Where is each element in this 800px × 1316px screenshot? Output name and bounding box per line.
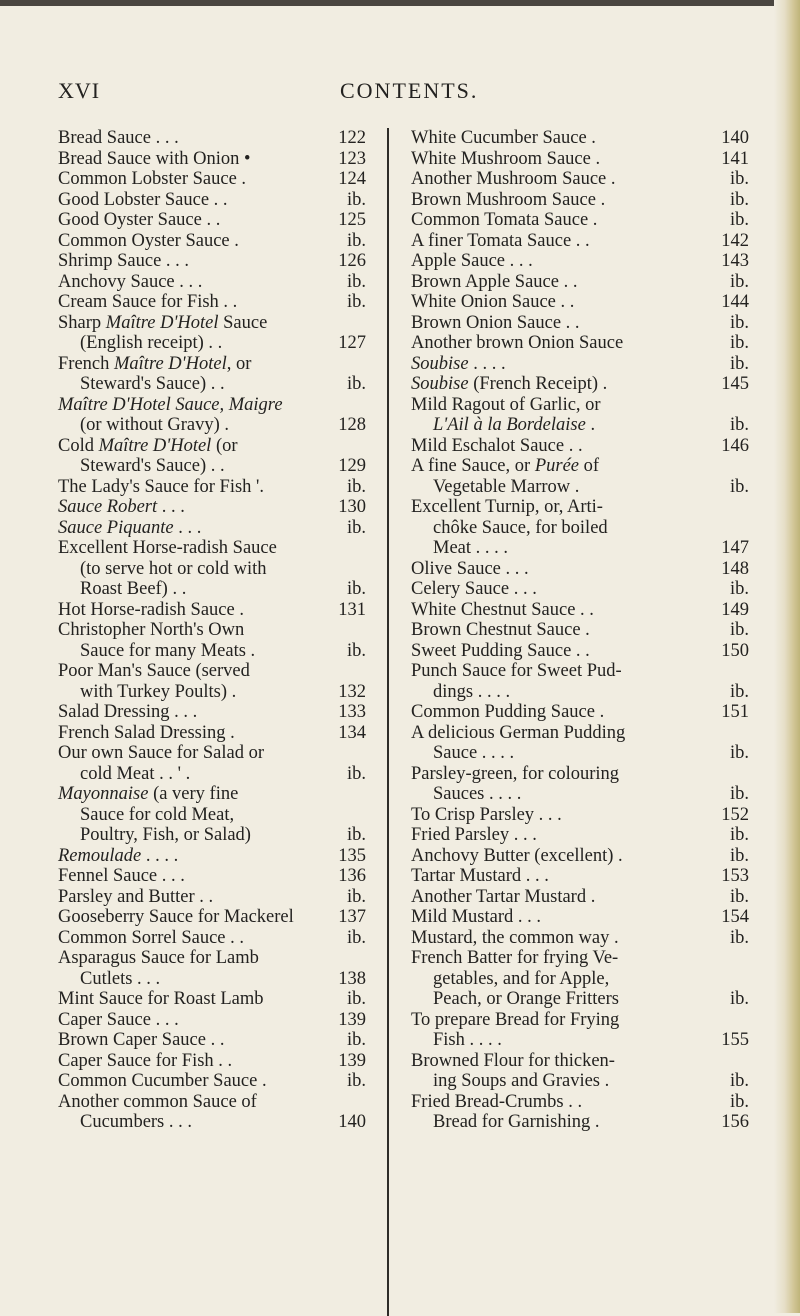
contents-entry: [58, 825, 366, 846]
contents-entry: [58, 969, 366, 990]
entry-title: (English receipt) . .: [80, 333, 223, 353]
entry-page: ib.: [346, 292, 366, 312]
entry-page: ib.: [346, 1030, 366, 1050]
contents-entry: [411, 251, 749, 272]
contents-entry: [411, 846, 749, 867]
contents-entry: [411, 682, 749, 703]
entry-title: Another Tartar Mustard .: [411, 886, 596, 907]
contents-entry: [411, 907, 749, 928]
entry-page: 130: [338, 497, 366, 517]
entry-page: 124: [338, 169, 366, 189]
entry-page: 147: [721, 538, 749, 558]
entry-page: ib.: [729, 189, 749, 210]
contents-entry: [411, 210, 749, 231]
entry-page: ib.: [729, 210, 749, 230]
entry-page: ib.: [346, 927, 366, 948]
entry-title: Mild Mustard . . .: [411, 907, 542, 927]
entry-page: 144: [721, 292, 749, 312]
contents-entry: [411, 661, 749, 682]
page-number: XVI: [58, 78, 101, 103]
entry-title: Anchovy Sauce . . .: [58, 271, 203, 292]
contents-entry: [58, 1010, 366, 1031]
entry-page: 150: [721, 640, 749, 661]
entry-title: White Mushroom Sauce .: [411, 148, 601, 169]
entry-title: Brown Apple Sauce . .: [411, 271, 578, 292]
contents-entry: [411, 989, 749, 1010]
page-header: [0, 78, 800, 108]
entry-title: Hot Horse-radish Sauce .: [58, 599, 244, 620]
entry-title: chôke Sauce, for boiled: [433, 517, 608, 538]
entry-title: Brown Mushroom Sauce .: [411, 189, 606, 210]
contents-entry: [411, 559, 749, 580]
contents-entry: [411, 1030, 749, 1051]
contents-entry: [58, 579, 366, 600]
entry-page: ib.: [729, 333, 749, 353]
entry-page: ib.: [729, 312, 749, 333]
contents-entry: [58, 743, 366, 764]
contents-entry: [58, 436, 366, 457]
contents-entry: [58, 1051, 366, 1072]
entry-page: 156: [721, 1112, 749, 1132]
page-top-rule: [0, 0, 800, 6]
entry-title: Mild Ragout of Garlic, or: [411, 394, 601, 415]
entry-title: Cutlets . . .: [80, 968, 161, 989]
entry-title: Sauce . . . .: [433, 743, 515, 763]
contents-entry: [411, 169, 749, 190]
entry-page: ib.: [729, 1091, 749, 1112]
entry-title: getables, and for Apple,: [433, 968, 610, 989]
entry-title: Common Cucumber Sauce .: [58, 1071, 267, 1091]
contents-entry: [58, 866, 366, 887]
entry-title: Soubise . . . .: [411, 353, 506, 374]
entry-title: Meat . . . .: [433, 538, 509, 558]
entry-page: ib.: [346, 476, 366, 497]
entry-title: Cream Sauce for Fish . .: [58, 292, 238, 312]
entry-page: ib.: [729, 886, 749, 907]
entry-title: Mild Eschalot Sauce . .: [411, 435, 583, 456]
contents-entry: [58, 948, 366, 969]
entry-title: Sauces . . . .: [433, 784, 522, 804]
contents-entry: [411, 1112, 749, 1133]
entry-title: Remoulade . . . .: [58, 845, 179, 866]
entry-title: Excellent Turnip, or, Arti-: [411, 497, 603, 517]
contents-entry: [58, 538, 366, 559]
contents-entry: [58, 169, 366, 190]
entry-page: 142: [721, 230, 749, 251]
entry-page: 139: [338, 1009, 366, 1030]
entry-title: Steward's Sauce) . .: [80, 374, 225, 394]
contents-entry: [58, 395, 366, 416]
contents-entry: [411, 272, 749, 293]
contents-entry: [411, 333, 749, 354]
entry-page: 151: [721, 702, 749, 722]
entry-title: Common Lobster Sauce .: [58, 169, 247, 189]
entry-page: ib.: [346, 271, 366, 292]
entry-title: Soubise (French Receipt) .: [411, 374, 608, 394]
contents-entry: [411, 600, 749, 621]
entry-title: French Batter for frying Ve-: [411, 948, 619, 968]
contents-entry: [58, 764, 366, 785]
contents-entry: [411, 825, 749, 846]
entry-title: Sauce Piquante . . .: [58, 517, 202, 538]
entry-page: ib.: [729, 845, 749, 866]
entry-title: White Cucumber Sauce .: [411, 128, 596, 148]
entry-page: ib.: [346, 640, 366, 661]
contents-entry: [58, 149, 366, 170]
contents-entry: [411, 1071, 749, 1092]
entry-title: To prepare Bread for Frying: [411, 1009, 620, 1030]
entry-title: Caper Sauce for Fish . .: [58, 1050, 233, 1071]
contents-entry: [58, 128, 366, 149]
contents-entry: [58, 928, 366, 949]
entry-page: ib.: [729, 476, 749, 497]
entry-page: 131: [338, 599, 366, 620]
contents-entry: [58, 518, 366, 539]
contents-entry: [58, 251, 366, 272]
contents-entry: [411, 723, 749, 744]
entry-title: Christopher North's Own: [58, 620, 245, 640]
entry-title: Sauce for many Meats .: [80, 640, 256, 661]
contents-entry: [411, 1051, 749, 1072]
entry-page: ib.: [729, 620, 749, 640]
entry-title: cold Meat . . ' .: [80, 763, 191, 784]
entry-page: ib.: [729, 169, 749, 189]
entry-title: Sharp Maître D'Hotel Sauce: [58, 312, 268, 333]
entry-title: Another Mushroom Sauce .: [411, 169, 616, 189]
contents-entry: [58, 456, 366, 477]
page-title: CONTENTS.: [340, 78, 479, 103]
entry-page: 155: [721, 1030, 749, 1050]
entry-page: 154: [721, 907, 749, 927]
entry-title: Sweet Pudding Sauce . .: [411, 640, 590, 661]
entry-title: Bread for Garnishing .: [433, 1112, 600, 1132]
entry-title: Steward's Sauce) . .: [80, 456, 225, 476]
entry-title: Another brown Onion Sauce: [411, 333, 624, 353]
contents-entry: [411, 866, 749, 887]
entry-title: Gooseberry Sauce for Mackerel: [58, 907, 294, 927]
entry-title: Sauce for cold Meat,: [80, 804, 235, 825]
entry-page: ib.: [346, 763, 366, 784]
entry-title: Mustard, the common way .: [411, 927, 619, 948]
contents-entry: [58, 272, 366, 293]
contents-entry: [58, 477, 366, 498]
entry-page: 137: [338, 907, 366, 927]
entry-page: 145: [721, 374, 749, 394]
entry-title: A finer Tomata Sauce . .: [411, 230, 590, 251]
entry-title: L'Ail à la Bordelaise .: [433, 415, 596, 435]
column-divider: [387, 128, 389, 1316]
entry-page: 140: [338, 1112, 366, 1132]
contents-entry: [411, 948, 749, 969]
entry-title: (to serve hot or cold with: [80, 558, 267, 579]
entry-title: Browned Flour for thicken-: [411, 1050, 615, 1071]
entry-page: 141: [721, 148, 749, 169]
contents-entry: [411, 313, 749, 334]
entry-page: 134: [338, 722, 366, 743]
contents-entry: [58, 907, 366, 928]
contents-entry: [411, 620, 749, 641]
entry-page: 152: [721, 804, 749, 825]
entry-page: 135: [338, 845, 366, 866]
entry-title: Salad Dressing . . .: [58, 702, 198, 722]
entry-page: ib.: [346, 230, 366, 251]
contents-entry: [58, 641, 366, 662]
entry-page: 143: [721, 251, 749, 271]
entry-page: 139: [338, 1050, 366, 1071]
entry-title: Apple Sauce . . .: [411, 251, 533, 271]
entry-page: ib.: [346, 825, 366, 845]
contents-entry: [58, 190, 366, 211]
entry-page: 149: [721, 599, 749, 620]
contents-entry: [58, 292, 366, 313]
entry-title: Tartar Mustard . . .: [411, 866, 549, 886]
entry-title: Roast Beef) . .: [80, 579, 187, 599]
contents-left-column: [58, 128, 366, 1133]
entry-page: 126: [338, 251, 366, 271]
contents-entry: [58, 702, 366, 723]
contents-entry: [411, 518, 749, 539]
contents-entry: [58, 887, 366, 908]
contents-entry: [411, 1092, 749, 1113]
entry-title: Sauce Robert . . .: [58, 497, 185, 517]
entry-title: Poor Man's Sauce (served: [58, 661, 250, 681]
entry-page: 153: [721, 866, 749, 886]
entry-page: ib.: [729, 989, 749, 1009]
entry-page: ib.: [346, 1071, 366, 1091]
entry-title: Caper Sauce . . .: [58, 1009, 179, 1030]
contents-entry: [58, 313, 366, 334]
entry-title: White Onion Sauce . .: [411, 292, 575, 312]
entry-title: White Chestnut Sauce . .: [411, 599, 594, 620]
entry-title: Fried Bread-Crumbs . .: [411, 1091, 583, 1112]
page-right-edge: [774, 0, 800, 1313]
entry-page: 133: [338, 702, 366, 722]
contents-entry: [411, 436, 749, 457]
contents-entry: [58, 805, 366, 826]
entry-page: ib.: [729, 353, 749, 374]
contents-entry: [58, 784, 366, 805]
entry-title: Punch Sauce for Sweet Pud-: [411, 661, 622, 681]
entry-title: Brown Onion Sauce . .: [411, 312, 580, 333]
contents-entry: [411, 190, 749, 211]
contents-entry: [58, 661, 366, 682]
entry-title: French Maître D'Hotel, or: [58, 353, 252, 374]
contents-entry: [411, 497, 749, 518]
entry-title: Bread Sauce . . .: [58, 128, 179, 148]
entry-page: ib.: [346, 886, 366, 907]
contents-entry: [58, 497, 366, 518]
entry-title: Olive Sauce . . .: [411, 558, 529, 579]
contents-entry: [411, 579, 749, 600]
entry-title: Another common Sauce of: [58, 1091, 257, 1112]
entry-page: ib.: [346, 579, 366, 599]
entry-page: ib.: [729, 579, 749, 599]
contents-entry: [411, 764, 749, 785]
contents-entry: [58, 333, 366, 354]
entry-title: Maître D'Hotel Sauce, Maigre: [58, 394, 283, 415]
entry-page: 122: [338, 128, 366, 148]
entry-title: Parsley-green, for colouring: [411, 763, 620, 784]
entry-page: ib.: [346, 517, 366, 538]
entry-title: Common Sorrel Sauce . .: [58, 927, 245, 948]
contents-entry: [411, 415, 749, 436]
contents-entry: [58, 1030, 366, 1051]
contents-entry: [58, 231, 366, 252]
entry-page: ib.: [729, 825, 749, 845]
entry-page: 127: [338, 333, 366, 353]
entry-page: 138: [338, 968, 366, 989]
entry-page: ib.: [729, 784, 749, 804]
contents-entry: [58, 1092, 366, 1113]
contents-entry: [411, 477, 749, 498]
entry-title: Brown Caper Sauce . .: [58, 1030, 225, 1050]
entry-title: Celery Sauce . . .: [411, 579, 537, 599]
contents-entry: [58, 620, 366, 641]
entry-title: Excellent Horse-radish Sauce: [58, 538, 277, 558]
contents-entry: [58, 559, 366, 580]
entry-page: ib.: [729, 743, 749, 763]
contents-entry: [58, 846, 366, 867]
entry-page: ib.: [729, 927, 749, 948]
entry-page: 136: [338, 866, 366, 886]
entry-title: Fennel Sauce . . .: [58, 866, 185, 886]
contents-entry: [58, 989, 366, 1010]
entry-title: Good Lobster Sauce . .: [58, 189, 228, 210]
contents-entry: [411, 641, 749, 662]
entry-title: The Lady's Sauce for Fish '.: [58, 476, 265, 497]
contents-entry: [58, 210, 366, 231]
entry-title: Common Tomata Sauce .: [411, 210, 598, 230]
contents-entry: [58, 1071, 366, 1092]
entry-page: 128: [338, 415, 366, 435]
entry-title: ing Soups and Gravies .: [433, 1071, 610, 1091]
entry-title: (or without Gravy) .: [80, 415, 229, 435]
contents-entry: [58, 600, 366, 621]
entry-page: 125: [338, 210, 366, 230]
entry-page: 132: [338, 681, 366, 702]
contents-entry: [411, 743, 749, 764]
entry-title: Good Oyster Sauce . .: [58, 210, 221, 230]
entry-page: 146: [721, 435, 749, 456]
contents-entry: [58, 1112, 366, 1133]
contents-entry: [411, 887, 749, 908]
entry-page: 129: [338, 456, 366, 476]
entry-title: To Crisp Parsley . . .: [411, 804, 562, 825]
entry-title: Bread Sauce with Onion •: [58, 148, 251, 169]
entry-title: Cold Maître D'Hotel (or: [58, 435, 238, 456]
contents-entry: [58, 682, 366, 703]
contents-entry: [58, 415, 366, 436]
contents-entry: [411, 538, 749, 559]
entry-page: ib.: [729, 1071, 749, 1091]
entry-title: Common Oyster Sauce .: [58, 230, 239, 251]
entry-page: ib.: [346, 989, 366, 1009]
entry-title: dings . . . .: [433, 681, 511, 702]
contents-entry: [411, 784, 749, 805]
contents-entry: [411, 354, 749, 375]
entry-title: Poultry, Fish, or Salad): [80, 825, 251, 845]
entry-title: Mayonnaise (a very fine: [58, 784, 239, 804]
entry-page: ib.: [346, 189, 366, 210]
entry-title: with Turkey Poults) .: [80, 681, 237, 702]
contents-entry: [411, 128, 749, 149]
contents-entry: [411, 149, 749, 170]
contents-entry: [411, 702, 749, 723]
entry-title: Mint Sauce for Roast Lamb: [58, 989, 264, 1009]
contents-entry: [58, 374, 366, 395]
contents-entry: [411, 231, 749, 252]
entry-title: Shrimp Sauce . . .: [58, 251, 190, 271]
entry-title: Our own Sauce for Salad or: [58, 743, 265, 763]
entry-title: Fish . . . .: [433, 1030, 502, 1050]
entry-title: French Salad Dressing .: [58, 722, 235, 743]
entry-page: ib.: [729, 415, 749, 435]
entry-page: 123: [338, 148, 366, 169]
contents-entry: [411, 969, 749, 990]
entry-title: Cucumbers . . .: [80, 1112, 193, 1132]
contents-entry: [411, 805, 749, 826]
contents-entry: [58, 354, 366, 375]
contents-entry: [411, 928, 749, 949]
contents-entry: [411, 395, 749, 416]
entry-title: Asparagus Sauce for Lamb: [58, 948, 259, 968]
contents-entry: [411, 456, 749, 477]
contents-entry: [58, 723, 366, 744]
contents-right-column: [411, 128, 749, 1133]
entry-page: 148: [721, 558, 749, 579]
contents-entry: [411, 374, 749, 395]
entry-title: Peach, or Orange Fritters: [433, 989, 619, 1009]
entry-page: 140: [721, 128, 749, 148]
entry-title: Common Pudding Sauce .: [411, 702, 605, 722]
entry-page: ib.: [346, 374, 366, 394]
contents-entry: [411, 292, 749, 313]
entry-title: A delicious German Pudding: [411, 722, 626, 743]
entry-title: Parsley and Butter . .: [58, 886, 214, 907]
entry-title: Anchovy Butter (excellent) .: [411, 845, 623, 866]
entry-page: ib.: [729, 271, 749, 292]
entry-title: Fried Parsley . . .: [411, 825, 537, 845]
contents-entry: [411, 1010, 749, 1031]
entry-title: Brown Chestnut Sauce .: [411, 620, 590, 640]
entry-page: ib.: [729, 681, 749, 702]
entry-title: Vegetable Marrow .: [433, 476, 580, 497]
entry-title: A fine Sauce, or Purée of: [411, 456, 600, 476]
